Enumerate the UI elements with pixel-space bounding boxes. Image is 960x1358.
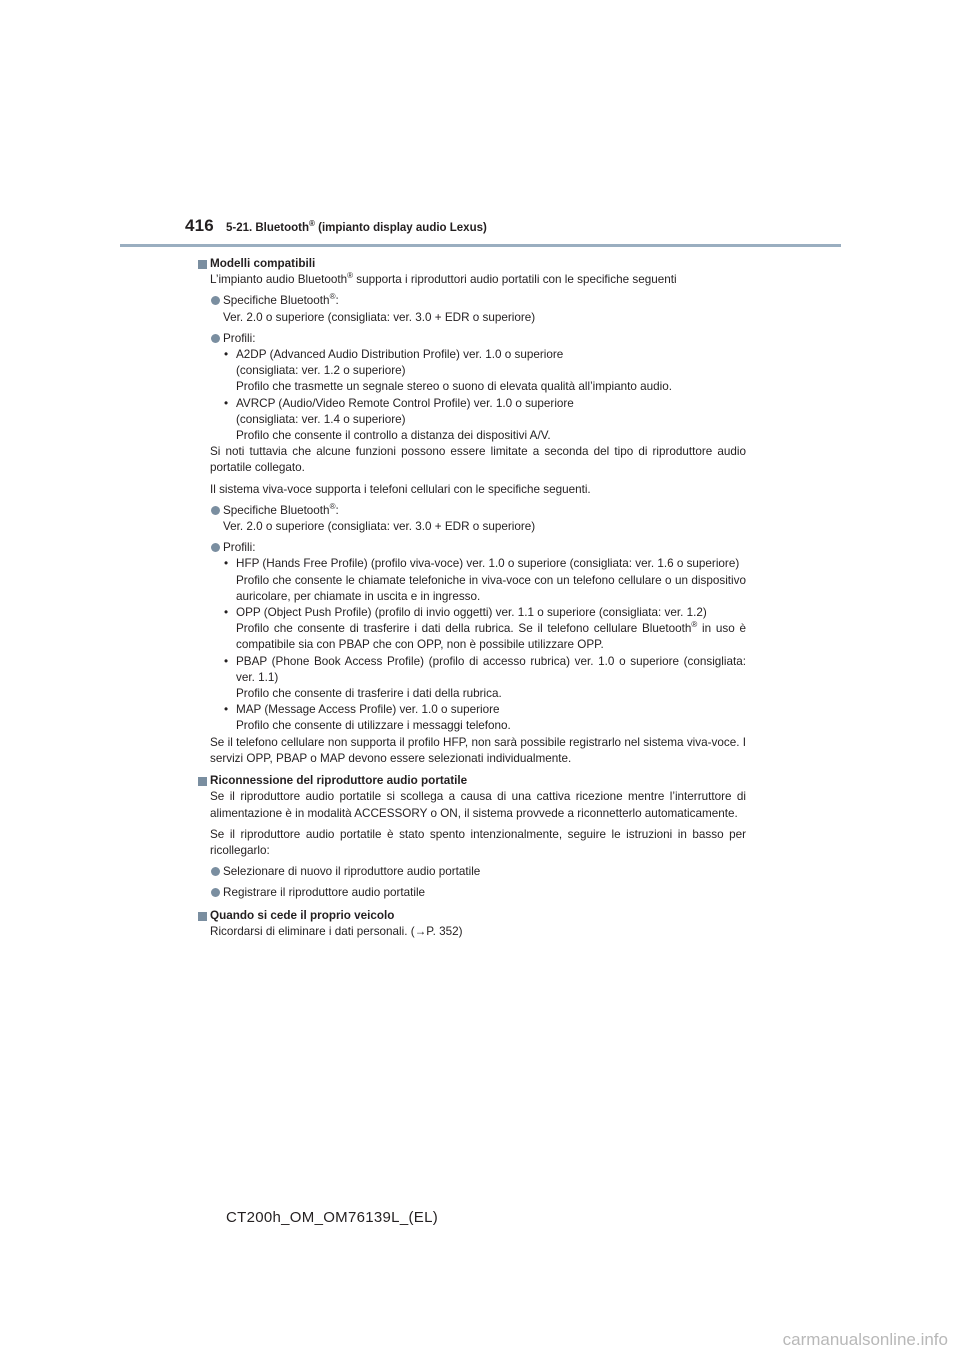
profile-a2dp: • A2DP (Advanced Audio Distribution Profile) ver. 1.0 o superiore (consigliata: ver. 1.2 o superiore) Profilo che trasmette un segnale stereo o suono di elevata qualità all’impianto audio. <box>224 348 672 394</box>
profile-hfp: • HFP (Hands Free Profile) (profilo viva-voce) ver. 1.0 o superiore (consigliata: ver. 1.6 o superiore) Profilo che consente le chiamate telefoniche in viva-voce con un telefono cellulare o un dispositivo auricolare, per chiamate in uscita e in ingresso. <box>224 557 746 603</box>
round-bullet-icon <box>211 888 220 897</box>
round-bullet-icon <box>211 334 220 343</box>
watermark: carmanualsonline.info <box>782 1330 948 1349</box>
list-item-spec: Specifiche Bluetooth®: Ver. 2.0 o superiore (consigliata: ver. 3.0 + EDR o superiore) <box>210 293 746 325</box>
profile-pbap: • PBAP (Phone Book Access Profile) (profilo di accesso rubrica) ver. 1.0 o superiore (consigliata: ver. 1.1) Profilo che consente di trasferire i dati della rubrica. <box>224 654 746 701</box>
audio-note: Si noti tuttavia che alcune funzioni possono essere limitate a seconda del tipo di riproduttore audio portatile collegato. <box>210 445 746 475</box>
intro-text: L’impianto audio Bluetooth® supporta i riproduttori audio portatili con le specifiche seguenti <box>210 271 677 287</box>
page-number: 416 <box>185 216 214 235</box>
phone-note: Se il telefono cellulare non supporta il profilo HFP, non sarà possibile registrarlo nel sistema viva-voce. I servizi OPP, PBAP o MAP devono essere selezionati individualmente. <box>210 735 746 765</box>
phone-intro: Il sistema viva-voce supporta i telefoni cellulari con le specifiche seguenti. <box>210 482 591 496</box>
page-content <box>210 256 746 940</box>
list-item-phone-spec: Specifiche Bluetooth®: Ver. 2.0 o superiore (consigliata: ver. 3.0 + EDR o superiore) <box>210 503 746 535</box>
round-bullet-icon <box>211 506 220 515</box>
section-title-reconnection: Riconnessione del riproduttore audio portatile <box>210 773 746 789</box>
square-bullet-icon <box>198 912 207 921</box>
round-bullet-icon <box>211 296 220 305</box>
list-item-reselect: Selezionare di nuovo il riproduttore audio portatile <box>210 864 746 880</box>
profile-map: • MAP (Message Access Profile) ver. 1.0 o superiore Profilo che consente di utilizzare i messaggi telefono. <box>224 703 511 733</box>
profile-opp: • OPP (Object Push Profile) (profilo di invio oggetti) ver. 1.1 o superiore (consigliata: ver. 1.2) Profilo che consente di trasferire i dati della rubrica. Se il telefono cellulare Bluetooth® in uso è compatibile sia con PBAP che con OPP, non è possibile utilizzare OPP. <box>224 606 746 652</box>
reconnection-text-2: Se il riproduttore audio portatile è stato spento intenzionalmente, seguire le istruzioni in basso per ricollegarlo: <box>210 827 746 857</box>
profile-avrcp: • AVRCP (Audio/Video Remote Control Profile) ver. 1.0 o superiore (consigliata: ver. 1.4 o superiore) Profilo che consente il controllo a distanza dei dispositivi A/V. <box>224 396 574 443</box>
round-bullet-icon <box>211 867 220 876</box>
header-rule <box>120 244 841 247</box>
reconnection-text-1: Se il riproduttore audio portatile si scollega a causa di una cattiva ricezione mentre l’interruttore di alimentazione è in modalità ACCESSORY o ON, il sistema provvede a riconnetterlo automaticamente. <box>210 790 746 820</box>
section-title-selling-vehicle: Quando si cede il proprio veicolo <box>210 908 746 924</box>
list-item-phone-profiles: Profili: <box>210 540 746 556</box>
round-bullet-icon <box>211 543 220 552</box>
section-title-compatible-models: Modelli compatibili <box>210 256 746 272</box>
chapter-title: 5-21. Bluetooth® (impianto display audio Lexus) <box>225 219 487 234</box>
document-code: CT200h_OM_OM76139L_(EL) <box>226 1209 439 1226</box>
list-item-profiles: Profili: <box>210 331 746 347</box>
square-bullet-icon <box>198 777 207 786</box>
page-header <box>185 216 487 236</box>
square-bullet-icon <box>198 260 207 269</box>
list-item-register: Registrare il riproduttore audio portatile <box>210 885 746 901</box>
selling-vehicle-text[interactable]: Ricordarsi di eliminare i dati personali. (→P. 352) <box>210 924 463 938</box>
